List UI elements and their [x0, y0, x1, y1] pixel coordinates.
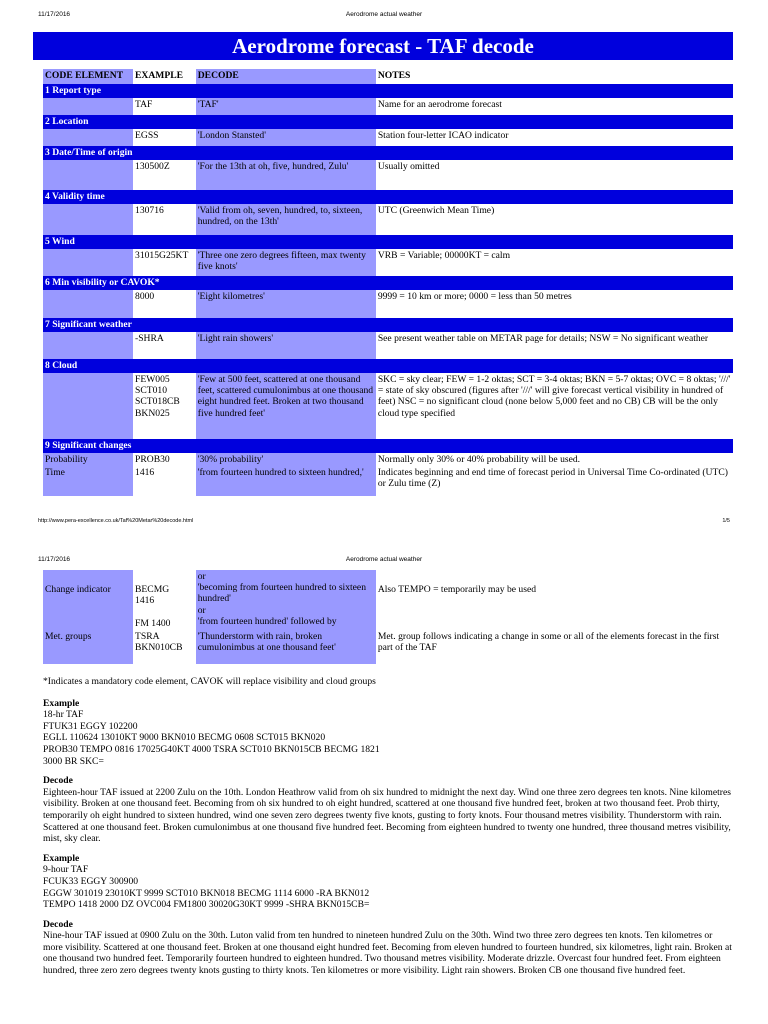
- cell-example: 31015G25KT: [135, 250, 189, 261]
- decode-text: Nine-hour TAF issued at 0900 Zulu on the 30th. Luton valid from ten hundred to nineteen hundred Zulu on the 30th. Wind two three zero degrees ten knots. Ten kilometres or more visibility. Scattered at one thousand feet. Broken at one thousand eight hundred feet. Becoming from eleven hundred to fourteen hundred, six kilometres, light rain. Broken at one thousand two hundred feet. Temporarily fourteen hundred to eighteen hundred. Two thousand metres visibility. Moderate drizzle. Overcast four hundred feet. From eighteen hundred, three zero zero degrees twenty knots gusting to thirty knots. Ten kilometres or more visibility. Light rain showers. Broken CB one thousand five hundred feet.: [43, 930, 732, 977]
- cell-element: Probability: [43, 453, 133, 466]
- cell-decode: 'Light rain showers': [196, 332, 376, 359]
- cell-notes: VRB = Variable; 00000KT = calm: [377, 250, 511, 261]
- example-line: TEMPO 1418 2000 DZ OVC004 FM1800 30020G30KT 9999 -SHRA BKN015CB=: [43, 899, 370, 911]
- cell-example: 130716: [135, 205, 164, 216]
- footer-url[interactable]: http://www.pera-excellence.co.uk/Taf%20Metar%20decode.html: [38, 518, 194, 524]
- example-line: FTUK31 EGGY 102200: [43, 720, 138, 732]
- page1-header: [0, 8, 768, 22]
- cell-notes: Station four-letter ICAO indicator: [377, 130, 509, 141]
- example-line: FCUK33 EGGY 300900: [43, 875, 139, 887]
- example-heading: Example: [43, 852, 80, 864]
- cell-example: 8000: [135, 291, 155, 302]
- section-validity: 4 Validity time: [43, 190, 733, 204]
- document-body: [43, 676, 733, 985]
- cell-notes: Name for an aerodrome forecast: [377, 99, 502, 110]
- cell-example: TSRA BKN010CB: [135, 630, 183, 654]
- col-notes: NOTES: [377, 70, 411, 81]
- example-1: [43, 698, 733, 768]
- cell-notes: See present weather table on METAR page for details; NSW = No significant weather: [377, 333, 709, 344]
- decode-heading: Decode: [43, 775, 73, 787]
- section-report-type: 1 Report type: [43, 84, 733, 98]
- cell-decode: 'Thunderstorm with rain, broken cumulonimbus at one thousand feet': [196, 630, 376, 664]
- row-time: [43, 466, 733, 496]
- example-line: PROB30 TEMPO 0816 17025G40KT 4000 TSRA SCT010 BKN015CB BECMG 1821: [43, 743, 380, 755]
- cell-example: 1416: [135, 467, 155, 479]
- cell-notes: Usually omitted: [377, 161, 440, 172]
- example-line: 9-hour TAF: [43, 864, 89, 876]
- row-probability: [43, 453, 733, 466]
- example-line: 3000 BR SKC=: [43, 755, 104, 767]
- example-line: EGGW 301019 23010KT 9999 SCT010 BKN018 BECMG 1114 6000 -RA BKN012: [43, 887, 370, 899]
- page-title: Aerodrome forecast - TAF decode: [33, 32, 733, 60]
- cell-example: FEW005 SCT010 SCT018CB BKN025: [135, 374, 180, 419]
- row-cloud: [43, 373, 733, 439]
- section-location: 2 Location: [43, 115, 733, 129]
- example-2: [43, 853, 733, 911]
- section-date-time: 3 Date/Time of origin: [43, 146, 733, 160]
- decode-heading: Decode: [43, 918, 73, 930]
- header-date: 11/17/2016: [38, 11, 71, 18]
- row-met-groups: [43, 630, 733, 664]
- cell-example: TAF: [135, 99, 153, 110]
- header-title: Aerodrome actual weather: [345, 556, 423, 563]
- section-changes: 9 Significant changes: [43, 439, 733, 453]
- cell-decode: 'Valid from oh, seven, hundred, to, sixteen, hundred, on the 13th': [196, 204, 376, 235]
- example-line: 18-hr TAF: [43, 709, 84, 721]
- section-visibility: 6 Min visibility or CAVOK*: [43, 276, 733, 290]
- header-date: 11/17/2016: [38, 556, 71, 563]
- column-headers: [43, 69, 733, 84]
- cell-notes: UTC (Greenwich Mean Time): [377, 205, 495, 216]
- cell-example: -SHRA: [135, 333, 164, 344]
- col-decode: DECODE: [196, 69, 376, 84]
- cell-notes: Indicates beginning and end time of forecast period in Universal Time Co-ordinated (UTC) or Zulu time (Z): [377, 467, 728, 490]
- row-date-time: [43, 160, 733, 190]
- section-cloud: 8 Cloud: [43, 359, 733, 373]
- row-visibility: [43, 290, 733, 318]
- cell-example: BECMG 1416 FM 1400: [135, 584, 171, 629]
- cell-decode: 'Few at 500 feet, scattered at one thousand feet, scattered cumulonimbus at one thousand eight hundred feet. Broken at two thousand five hundred feet': [196, 373, 376, 439]
- taf-table-continued: [43, 570, 733, 664]
- cell-example: EGSS: [135, 130, 159, 141]
- cell-notes: SKC = sky clear; FEW = 1-2 oktas; SCT = 3-4 oktas; BKN = 5-7 oktas; OVC = 8 oktas; '///' = state of sky obscured (figures after '///' will give forecast vertical visibility in hundred of feet) NSC = no significant cloud (none below 5,000 feet and no CB) CB will be the only cloud type specified: [377, 374, 731, 419]
- header-title: Aerodrome actual weather: [345, 11, 423, 18]
- cell-decode: 'Eight kilometres': [196, 290, 376, 318]
- cell-example: PROB30: [135, 454, 170, 465]
- mandatory-note: *Indicates a mandatory code element, CAVOK will replace visibility and cloud groups: [43, 676, 376, 687]
- cell-decode: 'from fourteen hundred to sixteen hundred,': [196, 466, 376, 496]
- col-example: EXAMPLE: [135, 70, 183, 81]
- row-wind: [43, 249, 733, 276]
- cell-decode: 'London Stansted': [196, 129, 376, 146]
- cell-notes: Also TEMPO = temporarily may be used: [377, 584, 537, 595]
- section-weather: 7 Significant weather: [43, 318, 733, 332]
- decode-1: [43, 775, 733, 845]
- row-weather: [43, 332, 733, 359]
- cell-decode: 'Three one zero degrees fifteen, max twenty five knots': [196, 249, 376, 276]
- taf-table: [43, 69, 733, 496]
- footer-page: 1/5: [722, 518, 730, 524]
- col-code-element: CODE ELEMENT: [43, 69, 133, 84]
- row-validity: [43, 204, 733, 235]
- cell-element: Time: [43, 466, 133, 496]
- cell-decode: or 'becoming from fourteen hundred to sixteen hundred' or 'from fourteen hundred' followed by: [196, 570, 376, 630]
- page2-header: [0, 553, 768, 567]
- decode-text: Eighteen-hour TAF issued at 2200 Zulu on the 10th. London Heathrow valid from oh six hundred to midnight the next day. Wind one three zero degrees ten knots. Nine kilometres visibility. Broken at one thousand feet. Becoming from oh six hundred to oh eight hundred, scattered at one thousand five hundred feet, broken at two thousand feet. Prob thirty, temporarily oh eight hundred to sixteen hundred, wind one seven zero degrees twenty five knots, gusting to forty knots. Four thousand metres visibility. Thunderstorm with rain. Scattered at one thousand feet. Broken cumulonimbus at one thousand five hundred feet. Becoming from eighteen hundred to twenty one hundred, three thousand metres visibility, mist, sky clear.: [43, 786, 731, 845]
- section-wind: 5 Wind: [43, 235, 733, 249]
- row-report-type: [43, 98, 733, 115]
- row-location: [43, 129, 733, 146]
- cell-notes: Met. group follows indicating a change in some or all of the elements forecast in the first part of the TAF: [377, 630, 720, 654]
- cell-element: Change indicator: [43, 570, 133, 630]
- cell-decode: 'TAF': [196, 98, 376, 115]
- cell-decode: 'For the 13th at oh, five, hundred, Zulu': [196, 160, 376, 190]
- cell-example: 130500Z: [135, 161, 170, 172]
- cell-notes: 9999 = 10 km or more; 0000 = less than 50 metres: [377, 291, 572, 302]
- cell-element: Met. groups: [43, 630, 133, 664]
- cell-decode: '30% probability': [196, 453, 376, 466]
- row-change-indicator: [43, 570, 733, 630]
- decode-2: [43, 919, 733, 977]
- cell-notes: Normally only 30% or 40% probability will be used.: [377, 454, 581, 465]
- example-line: EGLL 110624 13010KT 9000 BKN010 BECMG 0608 SCT015 BKN020: [43, 732, 326, 744]
- example-heading: Example: [43, 697, 80, 709]
